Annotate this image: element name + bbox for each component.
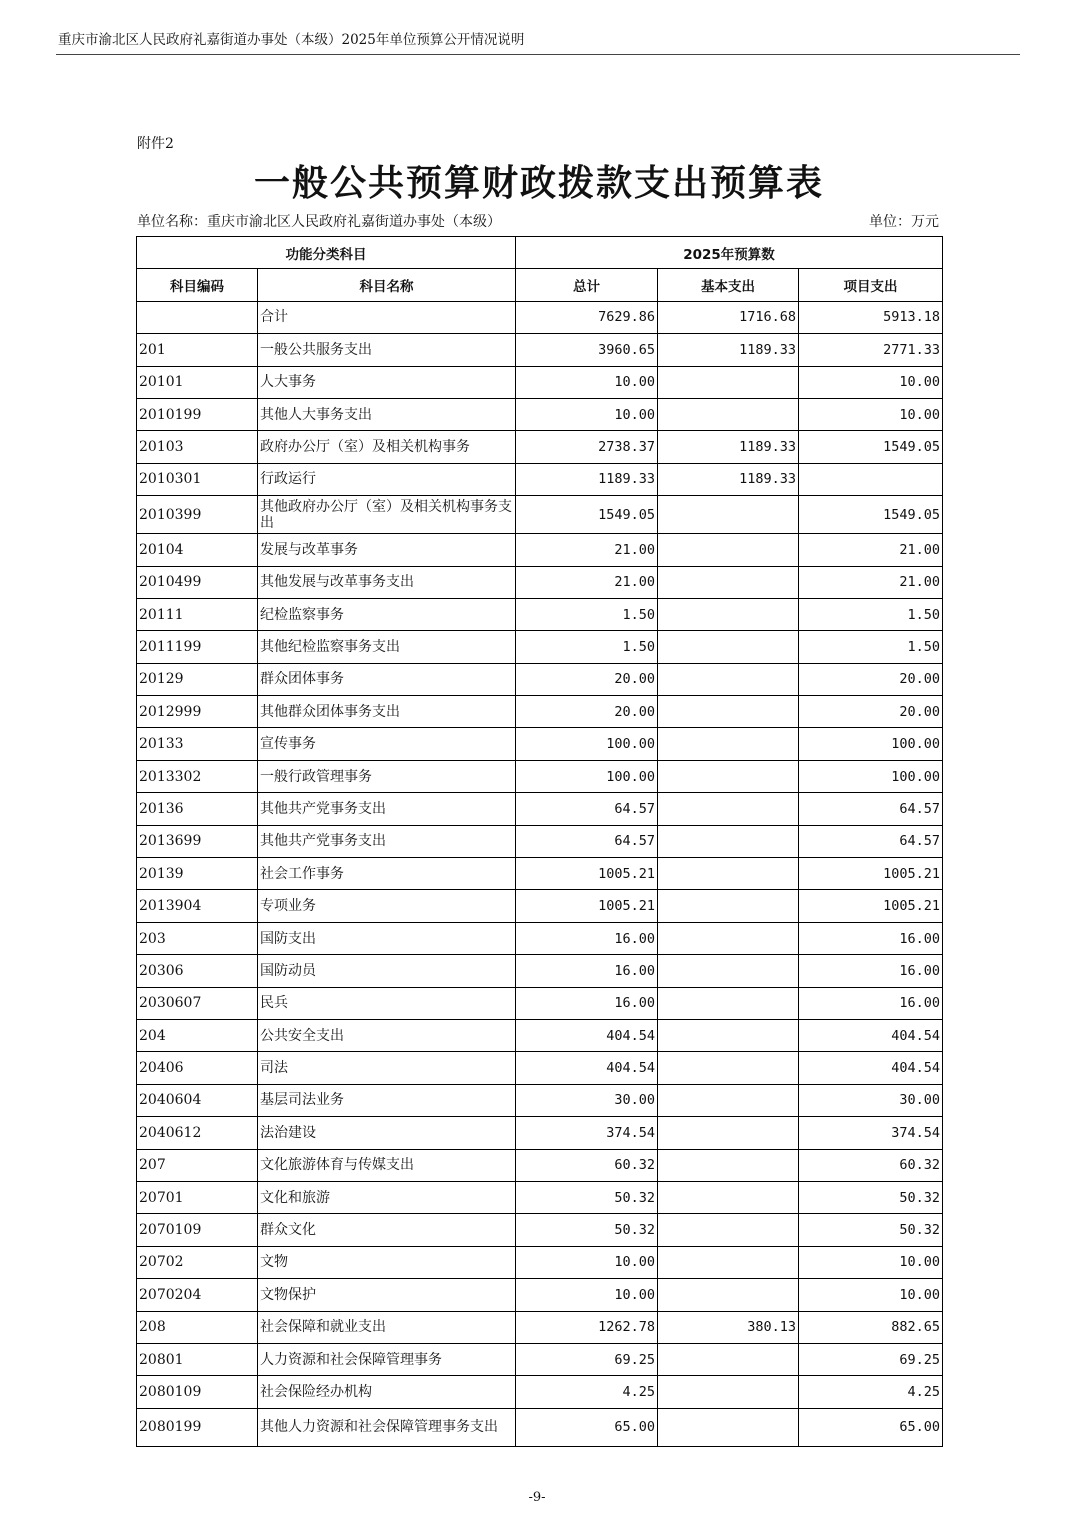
cell-code: 20136 [137,793,258,825]
cell-code: 20702 [137,1246,258,1278]
table-row [137,334,943,366]
cell-project: 404.54 [799,1019,943,1051]
cell-name: 人力资源和社会保障管理事务 [258,1343,516,1375]
cell-name: 其他人力资源和社会保障管理事务支出 [258,1408,516,1446]
cell-basic [658,1052,799,1084]
table-row [137,890,943,922]
cell-basic [658,1246,799,1278]
table-row [137,366,943,398]
cell-total: 60.32 [516,1149,658,1181]
cell-basic [658,398,799,430]
cell-total: 65.00 [516,1408,658,1446]
cell-name: 宣传事务 [258,728,516,760]
cell-total: 50.32 [516,1214,658,1246]
cell-total: 3960.65 [516,334,658,366]
cell-total: 21.00 [516,566,658,598]
group-header-budget: 2025年预算数 [516,237,943,269]
cell-project: 404.54 [799,1052,943,1084]
column-header-code: 科目编码 [137,269,258,301]
cell-basic [658,1408,799,1446]
table-row [137,987,943,1019]
cell-project: 69.25 [799,1343,943,1375]
cell-project: 50.32 [799,1214,943,1246]
cell-basic [658,1149,799,1181]
cell-project: 21.00 [799,534,943,566]
cell-name: 其他共产党事务支出 [258,793,516,825]
cell-total: 4.25 [516,1376,658,1408]
cell-project: 374.54 [799,1117,943,1149]
column-header-basic: 基本支出 [658,269,799,301]
cell-basic: 1189.33 [658,463,799,495]
table-row [137,566,943,598]
table-row [137,1343,943,1375]
cell-code: 208 [137,1311,258,1343]
cell-name: 群众文化 [258,1214,516,1246]
cell-name: 社会工作事务 [258,858,516,890]
cell-name: 其他人大事务支出 [258,398,516,430]
table-row [137,728,943,760]
cell-basic [658,793,799,825]
cell-project: 100.00 [799,760,943,792]
table-row [137,496,943,534]
cell-basic [658,890,799,922]
attachment-label: 附件2 [137,136,174,152]
cell-project: 100.00 [799,728,943,760]
cell-code: 2013699 [137,825,258,857]
cell-code: 20129 [137,663,258,695]
running-header [56,30,1020,55]
cell-project: 4.25 [799,1376,943,1408]
table-row [137,1117,943,1149]
cell-code: 20103 [137,431,258,463]
table-row [137,825,943,857]
cell-total: 404.54 [516,1052,658,1084]
page-number: -9- [528,1490,546,1505]
cell-code: 20111 [137,598,258,630]
cell-name: 纪检监察事务 [258,598,516,630]
table-row [137,534,943,566]
cell-name: 基层司法业务 [258,1084,516,1116]
cell-code: 201 [137,334,258,366]
cell-project: 16.00 [799,955,943,987]
table-row [137,793,943,825]
cell-total: 50.32 [516,1181,658,1213]
column-header-name: 科目名称 [258,269,516,301]
cell-code: 2012999 [137,696,258,728]
cell-name: 法治建设 [258,1117,516,1149]
cell-basic [658,663,799,695]
cell-name: 其他纪检监察事务支出 [258,631,516,663]
cell-project: 882.65 [799,1311,943,1343]
cell-basic [658,1343,799,1375]
cell-name: 司法 [258,1052,516,1084]
cell-project: 1549.05 [799,431,943,463]
cell-project: 10.00 [799,398,943,430]
cell-code: 204 [137,1019,258,1051]
cell-code: 2010301 [137,463,258,495]
cell-total: 404.54 [516,1019,658,1051]
cell-basic [658,1181,799,1213]
table-row [137,1246,943,1278]
cell-total: 374.54 [516,1117,658,1149]
table-row [137,1181,943,1213]
cell-project: 60.32 [799,1149,943,1181]
cell-project: 21.00 [799,566,943,598]
cell-total: 10.00 [516,366,658,398]
cell-total: 16.00 [516,955,658,987]
cell-basic [658,1214,799,1246]
cell-project: 16.00 [799,922,943,954]
cell-name: 政府办公厅（室）及相关机构事务 [258,431,516,463]
cell-basic [658,1117,799,1149]
cell-total: 1005.21 [516,858,658,890]
table-row [137,598,943,630]
cell-basic [658,1084,799,1116]
table-row [137,1376,943,1408]
cell-basic [658,760,799,792]
cell-basic: 1716.68 [658,301,799,333]
table-row [137,1279,943,1311]
cell-basic: 1189.33 [658,431,799,463]
table-row [137,858,943,890]
cell-name: 国防动员 [258,955,516,987]
table-row [137,301,943,333]
cell-project: 1.50 [799,631,943,663]
table-row [137,1052,943,1084]
cell-code: 2070204 [137,1279,258,1311]
cell-total: 64.57 [516,793,658,825]
cell-project: 10.00 [799,1246,943,1278]
cell-name: 其他共产党事务支出 [258,825,516,857]
cell-name: 人大事务 [258,366,516,398]
cell-total: 20.00 [516,696,658,728]
unit-measure: 单位：万元 [869,214,939,230]
cell-name: 国防支出 [258,922,516,954]
cell-total: 1189.33 [516,463,658,495]
cell-total: 64.57 [516,825,658,857]
cell-total: 100.00 [516,728,658,760]
cell-project: 30.00 [799,1084,943,1116]
cell-project: 1549.05 [799,496,943,534]
cell-code: 2011199 [137,631,258,663]
cell-name: 一般公共服务支出 [258,334,516,366]
cell-name: 公共安全支出 [258,1019,516,1051]
cell-total: 16.00 [516,987,658,1019]
cell-project: 2771.33 [799,334,943,366]
cell-project [799,463,943,495]
table-row [137,1214,943,1246]
cell-basic [658,496,799,534]
cell-total: 1549.05 [516,496,658,534]
cell-basic [658,858,799,890]
cell-code: 2040604 [137,1084,258,1116]
cell-basic [658,534,799,566]
cell-name: 行政运行 [258,463,516,495]
cell-name: 合计 [258,301,516,333]
cell-name: 文化和旅游 [258,1181,516,1213]
table-group-header-row [137,237,943,269]
cell-total: 7629.86 [516,301,658,333]
cell-name: 群众团体事务 [258,663,516,695]
cell-basic [658,728,799,760]
cell-project: 10.00 [799,1279,943,1311]
cell-name: 社会保障和就业支出 [258,1311,516,1343]
cell-code: 2013904 [137,890,258,922]
cell-basic [658,1376,799,1408]
cell-total: 1.50 [516,631,658,663]
cell-total: 10.00 [516,1279,658,1311]
cell-name: 其他政府办公厅（室）及相关机构事务支出 [258,496,516,534]
table-row [137,760,943,792]
cell-total: 21.00 [516,534,658,566]
column-header-total: 总计 [516,269,658,301]
cell-total: 1.50 [516,598,658,630]
table-row [137,696,943,728]
cell-code: 207 [137,1149,258,1181]
cell-project: 10.00 [799,366,943,398]
cell-total: 1005.21 [516,890,658,922]
cell-basic: 1189.33 [658,334,799,366]
cell-project: 1005.21 [799,858,943,890]
cell-code: 2080199 [137,1408,258,1446]
cell-name: 其他群众团体事务支出 [258,696,516,728]
table-row [137,463,943,495]
cell-code: 203 [137,922,258,954]
cell-name: 一般行政管理事务 [258,760,516,792]
table-row [137,1084,943,1116]
cell-code: 20104 [137,534,258,566]
cell-basic [658,955,799,987]
group-header-classification: 功能分类科目 [137,237,516,269]
cell-total: 10.00 [516,398,658,430]
cell-code: 2030607 [137,987,258,1019]
column-header-project: 项目支出 [799,269,943,301]
table-row [137,1408,943,1446]
cell-code: 20133 [137,728,258,760]
table-row [137,431,943,463]
table-row [137,631,943,663]
cell-project: 5913.18 [799,301,943,333]
cell-project: 50.32 [799,1181,943,1213]
cell-basic [658,825,799,857]
cell-name: 文物 [258,1246,516,1278]
table-column-header-row [137,269,943,301]
cell-total: 100.00 [516,760,658,792]
budget-table [136,236,943,1447]
cell-code: 20701 [137,1181,258,1213]
cell-name: 文物保护 [258,1279,516,1311]
cell-project: 1005.21 [799,890,943,922]
table-row [137,1311,943,1343]
cell-total: 69.25 [516,1343,658,1375]
cell-code: 2013302 [137,760,258,792]
cell-code: 20139 [137,858,258,890]
cell-project: 64.57 [799,825,943,857]
cell-name: 文化旅游体育与传媒支出 [258,1149,516,1181]
cell-project: 16.00 [799,987,943,1019]
cell-basic [658,631,799,663]
cell-name: 发展与改革事务 [258,534,516,566]
cell-project: 65.00 [799,1408,943,1446]
cell-code: 2010499 [137,566,258,598]
table-body [137,301,943,1446]
cell-code: 2080109 [137,1376,258,1408]
unit-name: 单位名称：重庆市渝北区人民政府礼嘉街道办事处（本级） [137,214,501,230]
cell-total: 16.00 [516,922,658,954]
table-row [137,1149,943,1181]
cell-project: 64.57 [799,793,943,825]
cell-basic [658,598,799,630]
cell-total: 20.00 [516,663,658,695]
cell-code: 20406 [137,1052,258,1084]
cell-name: 专项业务 [258,890,516,922]
page-title: 一般公共预算财政拨款支出预算表 [253,162,824,204]
table-row [137,955,943,987]
cell-project: 20.00 [799,663,943,695]
cell-basic [658,366,799,398]
cell-basic [658,922,799,954]
table-row [137,663,943,695]
cell-basic [658,987,799,1019]
cell-project: 20.00 [799,696,943,728]
cell-code: 2040612 [137,1117,258,1149]
table-row [137,1019,943,1051]
unit-line [137,211,941,231]
cell-basic [658,566,799,598]
cell-name: 社会保险经办机构 [258,1376,516,1408]
running-header-title: 重庆市渝北区人民政府礼嘉街道办事处（本级）2025年单位预算公开情况说明 [58,32,525,48]
cell-total: 2738.37 [516,431,658,463]
table-row [137,922,943,954]
cell-code: 2010199 [137,398,258,430]
cell-code [137,301,258,333]
cell-basic: 380.13 [658,1311,799,1343]
cell-basic [658,1279,799,1311]
cell-project: 1.50 [799,598,943,630]
table-row [137,398,943,430]
cell-code: 20801 [137,1343,258,1375]
cell-code: 2010399 [137,496,258,534]
cell-name: 民兵 [258,987,516,1019]
cell-basic [658,1019,799,1051]
cell-code: 2070109 [137,1214,258,1246]
cell-total: 10.00 [516,1246,658,1278]
cell-code: 20101 [137,366,258,398]
cell-total: 1262.78 [516,1311,658,1343]
cell-basic [658,696,799,728]
cell-name: 其他发展与改革事务支出 [258,566,516,598]
cell-total: 30.00 [516,1084,658,1116]
cell-code: 20306 [137,955,258,987]
